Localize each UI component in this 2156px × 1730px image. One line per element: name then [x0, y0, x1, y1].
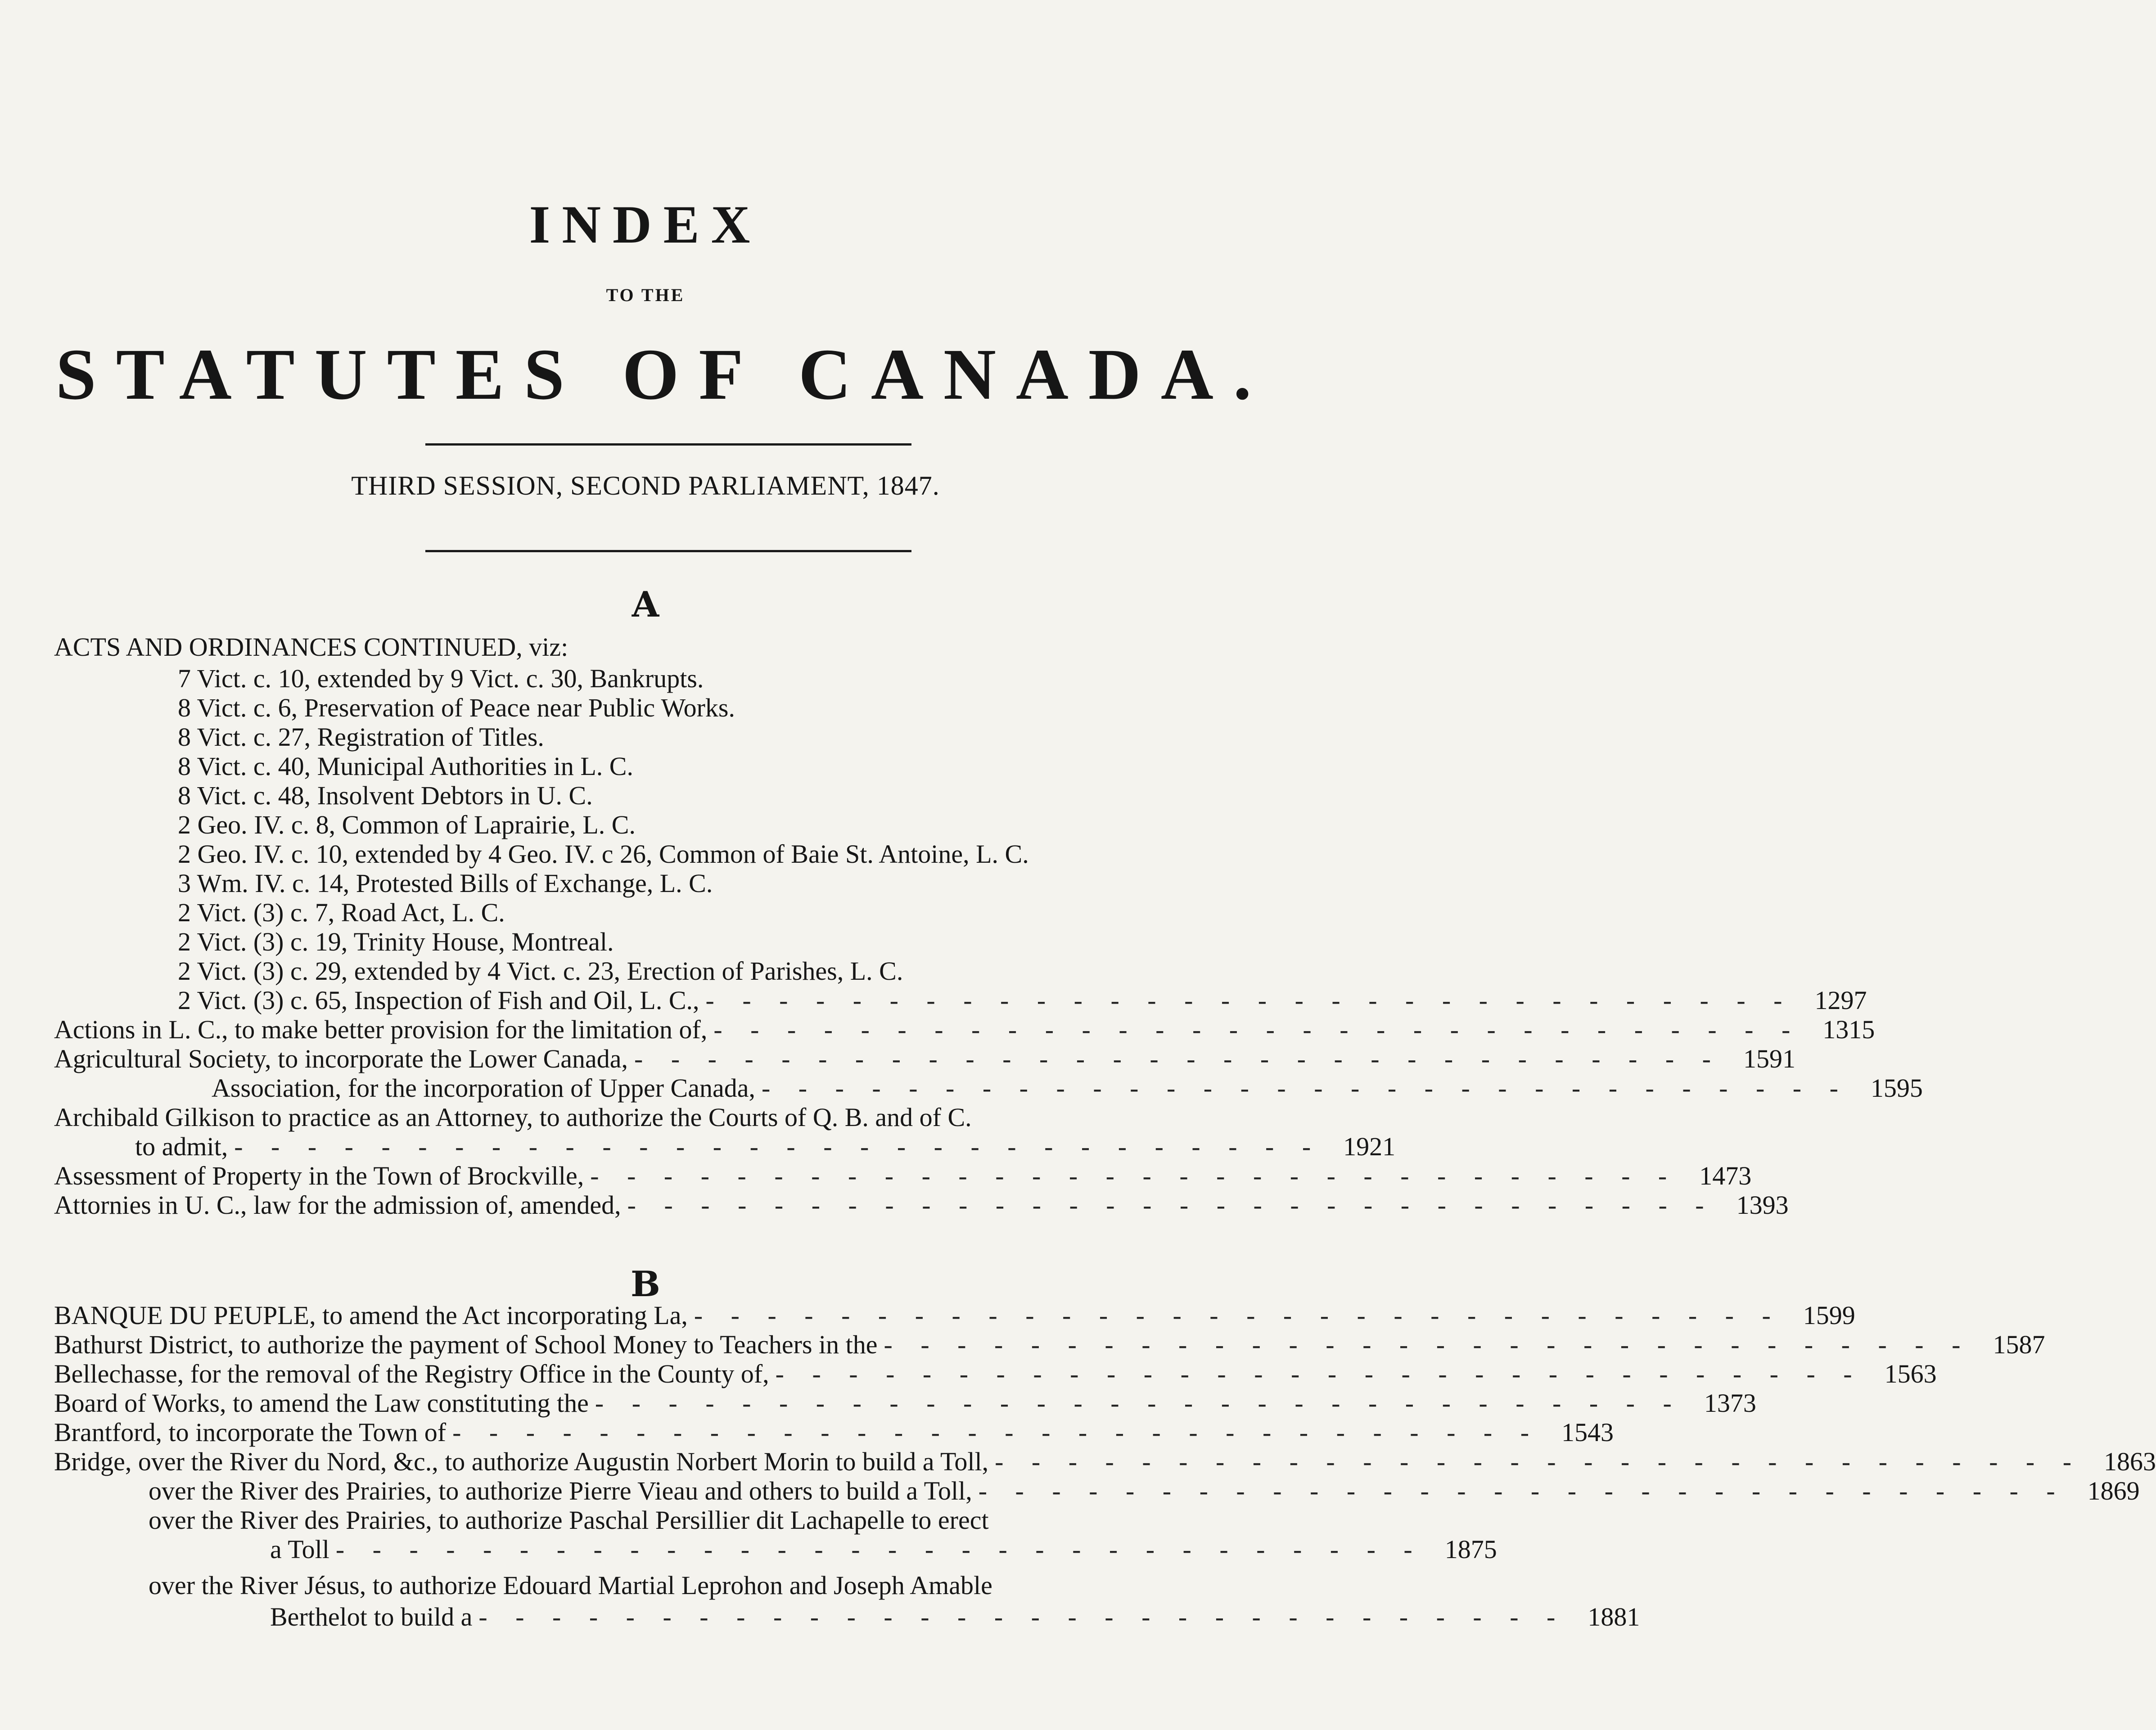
leader-dashes: - - - - - - - - - - - - - - - - - - - - - - - - - - - - - -: [595, 1388, 1682, 1418]
entry-text: 2 Vict. (3) c. 7, Road Act, L. C.: [178, 898, 505, 927]
index-entry: [54, 1015, 1875, 1045]
index-entry: [54, 1044, 1795, 1074]
entry-text: 8 Vict. c. 27, Registration of Titles.: [178, 722, 544, 752]
index-entry: [54, 1301, 1855, 1330]
entry-text: over the River des Prairies, to authorize Paschal Persillier dit Lachapelle to erect: [149, 1505, 989, 1535]
leader-dashes: - - - - - - - - - - - - - - - - - - - - - - - - - - - - - -: [478, 1602, 1566, 1631]
entry-text: 2 Vict. (3) c. 29, extended by 4 Vict. c. 23, Erection of Parishes, L. C.: [178, 956, 903, 986]
entry-text: BANQUE DU PEUPLE, to amend the Act incorporating La,: [54, 1301, 688, 1330]
index-entry: [270, 1602, 1640, 1632]
index-entry: [178, 898, 505, 928]
entry-text: 2 Geo. IV. c. 8, Common of Laprairie, L. C.: [178, 810, 636, 839]
leader-dashes: - - - - - - - - - - - - - - - - - - - - - - - - - - - - - -: [452, 1418, 1540, 1447]
entry-text: 2 Vict. (3) c. 65, Inspection of Fish and Oil, L. C.,: [178, 986, 699, 1015]
entry-text: 2 Geo. IV. c. 10, extended by 4 Geo. IV. c 26, Common of Baie St. Antoine, L. C.: [178, 839, 1029, 869]
entry-text: over the River des Prairies, to authorize Pierre Vieau and others to build a Toll,: [149, 1476, 972, 1505]
leader-dashes: - - - - - - - - - - - - - - - - - - - - - - - - - - - - - -: [705, 986, 1793, 1015]
top-divider: [425, 443, 911, 446]
page-number: 1373: [1704, 1388, 1756, 1418]
section-letter-b: B: [631, 1264, 660, 1305]
leader-dashes: - - - - - - - - - - - - - - - - - - - - - - - - - - - - - -: [884, 1330, 1971, 1359]
page-number: 1921: [1343, 1132, 1396, 1161]
index-entry: [135, 1132, 1396, 1162]
index-entry: [54, 1359, 1937, 1389]
entry-text: Association, for the incorporation of Upper Canada,: [212, 1073, 755, 1103]
entry-text: 7 Vict. c. 10, extended by 9 Vict. c. 30, Bankrupts.: [178, 664, 704, 693]
index-entry: [54, 1103, 972, 1132]
entry-text: 3 Wm. IV. c. 14, Protested Bills of Exchange, L. C.: [178, 869, 713, 898]
entry-text: Attornies in U. C., law for the admission of, amended,: [54, 1190, 621, 1220]
leader-dashes: - - - - - - - - - - - - - - - - - - - - - - - - - - - - - -: [775, 1359, 1863, 1388]
page-number: 1297: [1814, 986, 1867, 1015]
page-number: 1875: [1444, 1535, 1497, 1564]
index-entry: [178, 986, 1867, 1015]
leader-dashes: - - - - - - - - - - - - - - - - - - - - - - - - - - - - - -: [590, 1161, 1678, 1190]
to-the-subheading: TO THE: [606, 285, 685, 305]
entry-text: Brantford, to incorporate the Town of: [54, 1418, 447, 1447]
index-entry: [178, 869, 713, 898]
page-number: 1599: [1803, 1301, 1855, 1330]
leader-dashes: - - - - - - - - - - - - - - - - - - - - - - - - - - - - - -: [761, 1073, 1849, 1103]
index-entry: [149, 1476, 2140, 1506]
index-entry: [54, 1388, 1756, 1418]
page-number: 1595: [1870, 1073, 1923, 1103]
index-entry: [178, 722, 544, 752]
entry-text: ACTS AND ORDINANCES CONTINUED, viz:: [54, 632, 568, 662]
index-entry: [178, 693, 735, 723]
entry-text: Bridge, over the River du Nord, &c., to authorize Augustin Norbert Morin to build a Toll,: [54, 1447, 989, 1476]
entry-text: 8 Vict. c. 40, Municipal Authorities in L. C.: [178, 752, 633, 781]
index-entry: [54, 1161, 1752, 1191]
entry-text: a Toll: [270, 1535, 329, 1564]
page-number: 1863: [2104, 1447, 2156, 1476]
page-number: 1393: [1736, 1190, 1789, 1220]
page-number: 1591: [1743, 1044, 1795, 1073]
index-entry: [54, 632, 568, 662]
entry-text: Berthelot to build a: [270, 1602, 473, 1631]
index-entry: [149, 1571, 992, 1600]
entry-text: Bellechasse, for the removal of the Registry Office in the County of,: [54, 1359, 769, 1388]
entry-text: Archibald Gilkison to practice as an Attorney, to authorize the Courts of Q. B. and of C.: [54, 1103, 972, 1132]
index-entry: [178, 839, 1215, 869]
session-line: THIRD SESSION, SECOND PARLIAMENT, 1847.: [351, 471, 940, 500]
entry-text: 2 Vict. (3) c. 19, Trinity House, Montreal.: [178, 927, 614, 956]
entry-text: Assessment of Property in the Town of Brockville,: [54, 1161, 584, 1190]
entry-text: Bathurst District, to authorize the payment of School Money to Teachers in the: [54, 1330, 878, 1359]
page-number: 1543: [1561, 1418, 1614, 1447]
leader-dashes: - - - - - - - - - - - - - - - - - - - - - - - - - - - - - -: [694, 1301, 1782, 1330]
page-number: 1587: [1993, 1330, 2045, 1359]
index-entry: [54, 1447, 2156, 1477]
statutes-title: STATUTES OF CANADA.: [55, 334, 1272, 415]
index-entry: [178, 927, 614, 957]
leader-dashes: - - - - - - - - - - - - - - - - - - - - - - - - - - - - - -: [713, 1015, 1801, 1044]
leader-dashes: - - - - - - - - - - - - - - - - - - - - - - - - - - - - - -: [995, 1447, 2083, 1476]
entry-text: Board of Works, to amend the Law constituting the: [54, 1388, 589, 1418]
section-letter-a: A: [631, 584, 659, 625]
index-entry: [178, 664, 704, 694]
leader-dashes: - - - - - - - - - - - - - - - - - - - - - - - - - - - - - -: [634, 1044, 1722, 1073]
index-entry: [178, 956, 903, 986]
entry-text: Agricultural Society, to incorporate the Lower Canada,: [54, 1044, 628, 1073]
leader-dashes: - - - - - - - - - - - - - - - - - - - - - - - - - - - - - -: [335, 1535, 1423, 1564]
index-entry: [54, 1330, 2045, 1360]
index-entry: [54, 1190, 1789, 1220]
page-number: 1473: [1699, 1161, 1752, 1190]
bottom-divider: [425, 550, 911, 552]
entry-text: over the River Jésus, to authorize Edouard Martial Leprohon and Joseph Amable: [149, 1571, 992, 1600]
page-number: 1869: [2087, 1476, 2140, 1505]
index-entry: [212, 1073, 1923, 1103]
leader-dashes: - - - - - - - - - - - - - - - - - - - - - - - - - - - - - -: [627, 1190, 1715, 1220]
index-entry: [178, 752, 633, 781]
index-entry: [54, 1418, 1614, 1447]
entry-text: to admit,: [135, 1132, 228, 1161]
index-entry: [149, 1505, 989, 1535]
page-number: 1563: [1884, 1359, 1937, 1388]
leader-dashes: - - - - - - - - - - - - - - - - - - - - - - - - - - - - - -: [978, 1476, 2066, 1505]
page-number: 1881: [1588, 1602, 1640, 1631]
index-entry: [178, 781, 593, 811]
index-heading: INDEX: [529, 194, 762, 254]
page-number: 1315: [1822, 1015, 1875, 1044]
leader-dashes: - - - - - - - - - - - - - - - - - - - - - - - - - - - - - -: [234, 1132, 1322, 1161]
entry-text: Actions in L. C., to make better provision for the limitation of,: [54, 1015, 708, 1044]
entry-text: 8 Vict. c. 48, Insolvent Debtors in U. C.: [178, 781, 593, 810]
index-entry: [270, 1535, 1497, 1564]
entry-text: 8 Vict. c. 6, Preservation of Peace near Public Works.: [178, 693, 735, 722]
index-entry: [178, 810, 636, 840]
